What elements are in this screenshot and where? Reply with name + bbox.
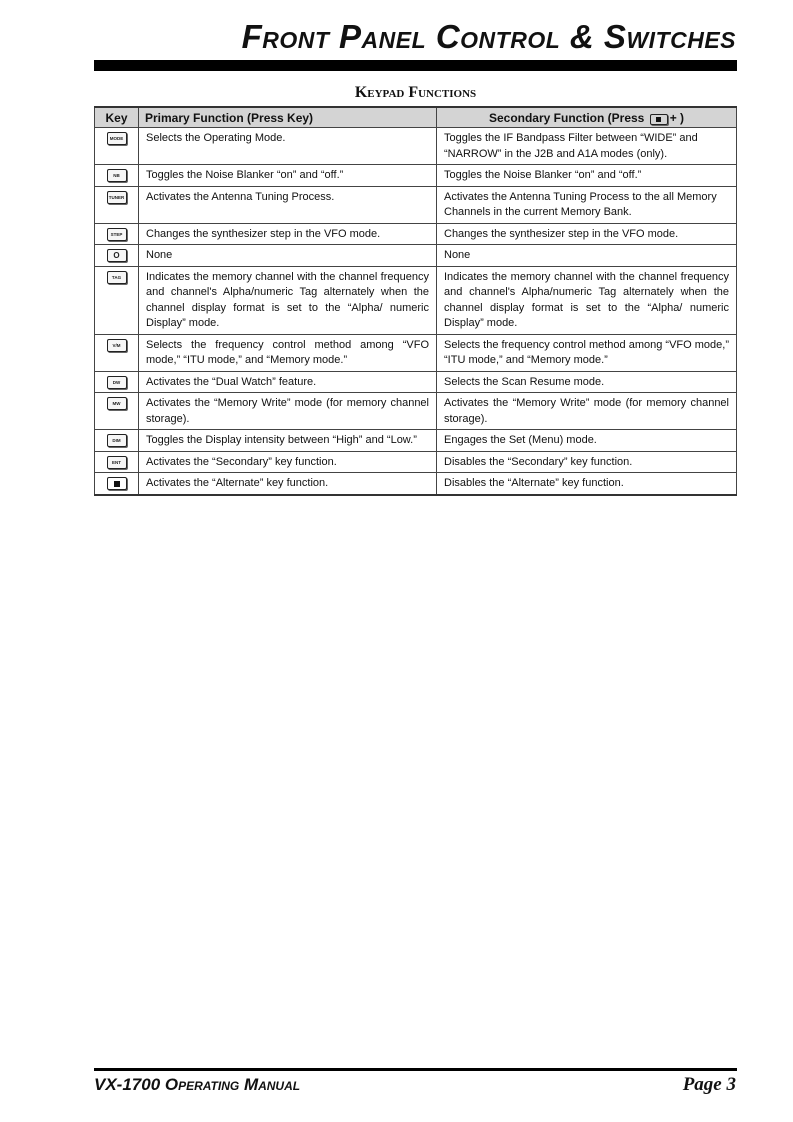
table-row [95,165,737,187]
key-cell [95,266,139,334]
key-cell [95,371,139,393]
secondary-cell: None [437,245,737,267]
key-cell [95,430,139,452]
key-cell [95,186,139,223]
secondary-cell: Activates the “Memory Write” mode (for memory channel storage). [437,393,737,430]
primary-cell: Selects the frequency control method among “VFO mode,” “ITU mode,” and “Memory mode.” [139,334,437,371]
secondary-cell: Indicates the memory channel with the channel frequency and channel's Alpha/numeric Tag alternately when the channel display format is set to the “Alpha/ numeric Display” mode. [437,266,737,334]
secondary-cell: Disables the “Alternate” key function. [437,473,737,495]
header-primary: Primary Function (Press Key) [139,107,437,128]
section-heading: Keypad Functions [354,84,477,101]
primary-cell: Indicates the memory channel with the channel frequency and channel's Alpha/numeric Tag alternately when the channel display format is set to the “Alpha/ numeric Display” mode. [139,266,437,334]
nb-key-icon: NB [107,169,127,182]
ent-key-icon: ENT [107,456,127,469]
secondary-cell: Changes the synthesizer step in the VFO mode. [437,223,737,245]
primary-cell: Activates the “Secondary” key function. [139,451,437,473]
key-cell [95,451,139,473]
keypad-functions-table [94,106,737,496]
key-cell [95,334,139,371]
header-key: Key [95,107,139,128]
primary-cell: Toggles the Noise Blanker “on” and “off.” [139,165,437,187]
secondary-cell: Disables the “Secondary” key function. [437,451,737,473]
primary-cell: Selects the Operating Mode. [139,128,437,165]
step-key-icon: STEP [107,228,127,241]
primary-cell: None [139,245,437,267]
secondary-cell: Selects the Scan Resume mode. [437,371,737,393]
table-row [95,393,737,430]
tag-key-icon: TAG [107,271,127,284]
footer-rule [94,1068,737,1071]
primary-cell: Activates the “Dual Watch” feature. [139,371,437,393]
page-title: Front Panel Control & Switches [241,18,736,55]
tuner-key-icon: TUNER [107,191,127,204]
table-row [95,371,737,393]
table-row [95,451,737,473]
table-row [95,128,737,165]
secondary-cell: Toggles the IF Bandpass Filter between “WIDE” and “NARROW” in the J2B and A1A modes (only). [437,128,737,165]
key-cell [95,128,139,165]
key-cell [95,245,139,267]
primary-cell: Activates the “Memory Write” mode (for memory channel storage). [139,393,437,430]
f-key-icon [650,114,668,125]
table-row [95,334,737,371]
dw-key-icon: DW [107,376,127,389]
primary-cell: Toggles the Display intensity between “High” and “Low.” [139,430,437,452]
secondary-cell: Selects the frequency control method among “VFO mode,” “ITU mode,” and “Memory mode.” [437,334,737,371]
key-cell [95,165,139,187]
key-cell [95,473,139,495]
table-header-row [95,107,737,128]
table-row [95,186,737,223]
table-row [95,473,737,495]
primary-cell: Changes the synthesizer step in the VFO mode. [139,223,437,245]
manual-title: VX-1700 Operating Manual [94,1075,301,1094]
mode-key-icon: MODE [107,132,127,145]
table-row [95,245,737,267]
header-secondary-prefix: Secondary Function (Press [488,110,645,125]
secondary-cell: Engages the Set (Menu) mode. [437,430,737,452]
table-row [95,223,737,245]
table-row [95,430,737,452]
key-cell [95,393,139,430]
vm-key-icon: V/M [107,339,127,352]
dim-key-icon: DIM [107,434,127,447]
header-secondary [437,107,737,128]
header-secondary-suffix: + ) [669,110,685,125]
title-rule [94,60,737,71]
secondary-cell: Toggles the Noise Blanker “on” and “off.” [437,165,737,187]
zero-key-icon: O [107,249,127,262]
f-key-icon [107,477,127,490]
key-cell [95,223,139,245]
primary-cell: Activates the “Alternate” key function. [139,473,437,495]
table-row [95,266,737,334]
secondary-cell: Activates the Antenna Tuning Process to the all Memory Channels in the current Memory Bank. [437,186,737,223]
mw-key-icon: MW [107,397,127,410]
primary-cell: Activates the Antenna Tuning Process. [139,186,437,223]
page-number: Page 3 [682,1074,736,1095]
